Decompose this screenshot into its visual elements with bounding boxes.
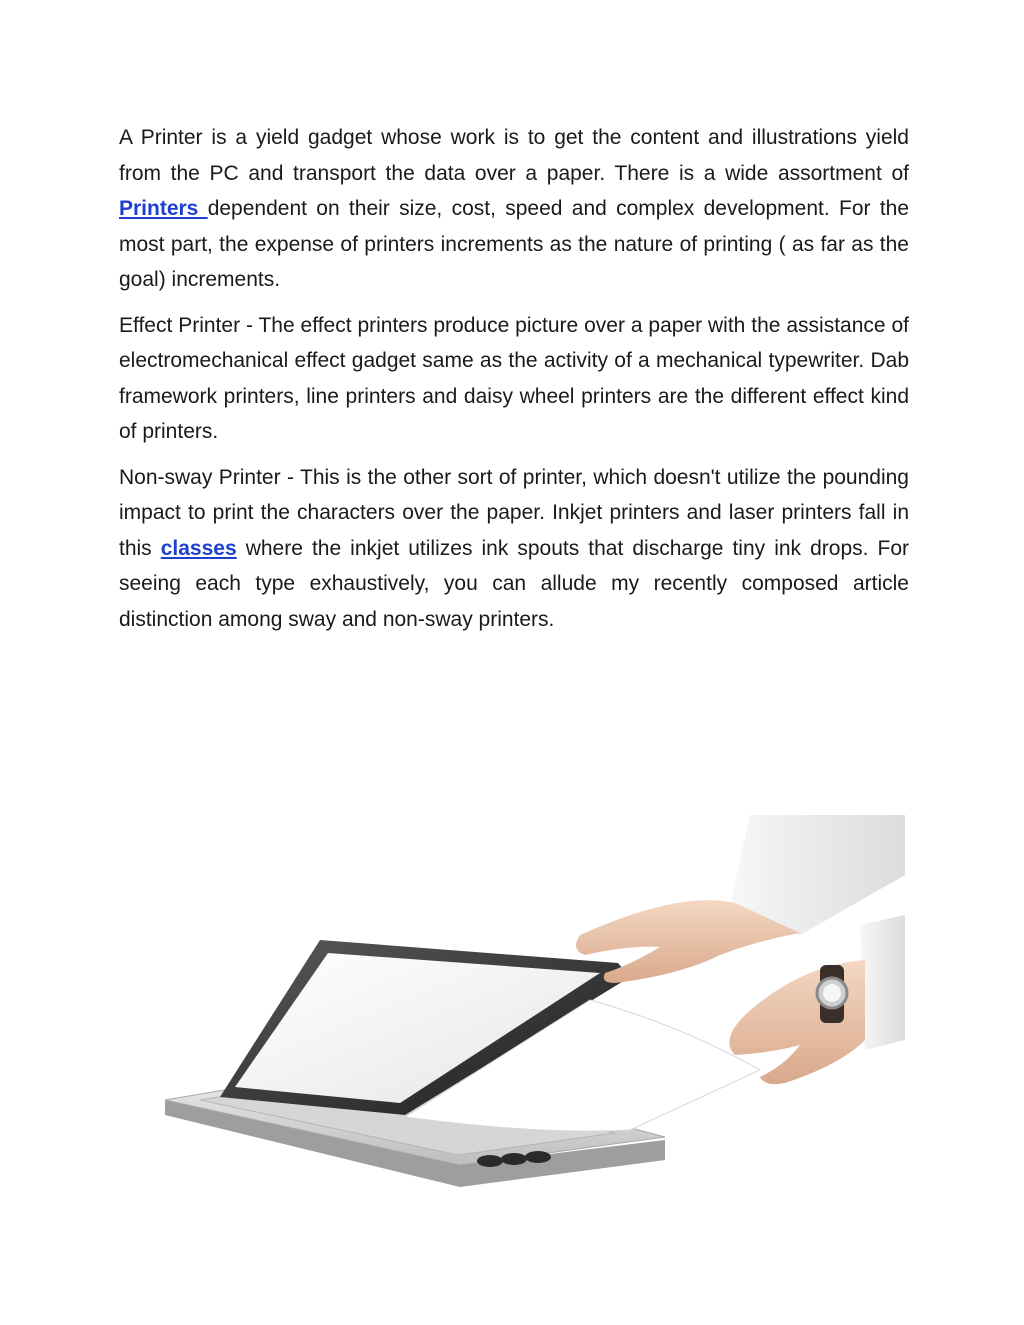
document-body (119, 120, 909, 647)
scanner-button (525, 1151, 551, 1163)
right-sleeve (860, 915, 905, 1050)
scanner-button (477, 1155, 503, 1167)
paragraph-intro-text-before: A Printer is a yield gadget whose work is to get the content and illustrations yield from the PC and transport the data over a paper. There is a wide assortment of (119, 126, 909, 185)
paragraph-non-sway-text-before: Non-sway Printer - This is the other sort of printer, which doesn't utilize the pounding impact to print the characters over the paper. Inkjet printers and laser printers fall in this (119, 465, 909, 560)
classes-link[interactable]: classes (160, 536, 237, 560)
paragraph-intro (119, 120, 909, 298)
paragraph-intro-text-after: dependent on their size, cost, speed and complex development. For the most part, the expense of printers increments as the nature of printing ( as far as the goal) increments. (119, 197, 910, 291)
paragraph-non-sway-printer (119, 460, 909, 638)
scanner-button (501, 1153, 527, 1165)
printers-link[interactable]: Printers (119, 197, 208, 220)
paragraph-effect-printer: Effect Printer - The effect printers produce picture over a paper with the assistance of electromechanical effect gadget same as the activity of a mechanical typewriter. Dab framework printers, line printers and daisy wheel printers are the different effect kind of printers. (119, 313, 909, 443)
scanner-illustration (160, 815, 905, 1195)
scanner-photo (160, 815, 905, 1195)
paragraph-non-sway-text-after: where the inkjet utilizes ink spouts that discharge tiny ink drops. For seeing each type exhaustively, you can allude my recently composed article distinction among sway and non-sway printers. (119, 536, 909, 631)
